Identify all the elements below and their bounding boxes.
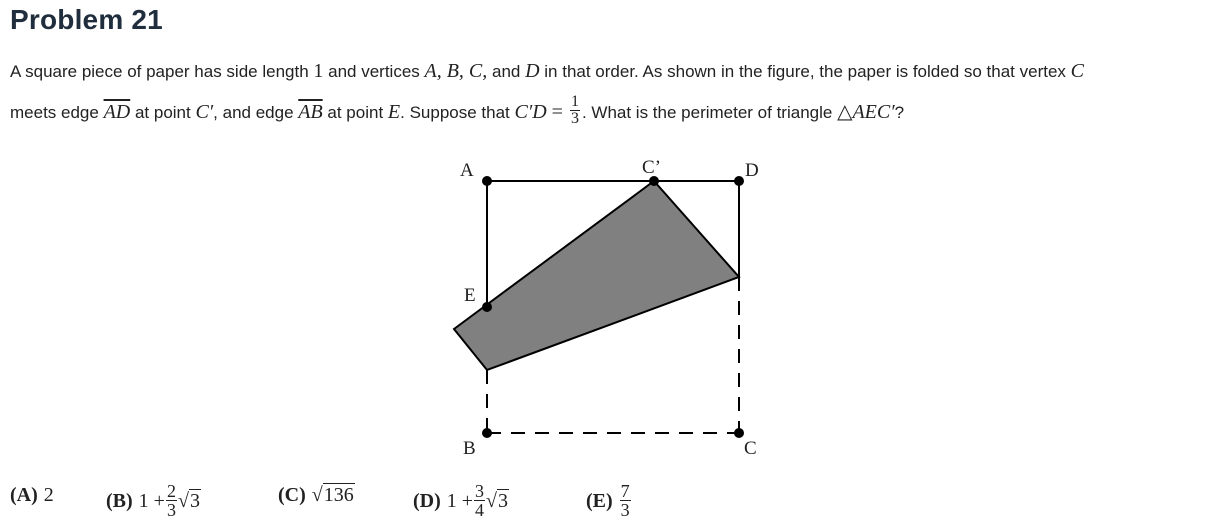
edge-ab: $\overline{AB}$ (298, 100, 323, 123)
choice-fraction (166, 482, 177, 519)
statement-text: A square piece of paper has side length (10, 62, 314, 81)
statement-text: ? (894, 102, 905, 122)
square-root: √136 (311, 484, 354, 506)
choice-label: (C) (278, 484, 306, 506)
label-b: B (463, 438, 476, 459)
choice-label: (B) (106, 490, 133, 513)
point-e: E (387, 100, 401, 123)
square-root: √3 (486, 490, 509, 513)
folded-flap (454, 181, 739, 370)
label-e: E (464, 285, 476, 306)
choice-prefix: 1 + (446, 490, 474, 513)
point-b-dot (482, 428, 492, 438)
choice-label: (E) (586, 490, 613, 513)
point-d-dot (734, 176, 744, 186)
triangle-aec-prime: △AEC′ (837, 100, 895, 123)
point-e-dot (482, 302, 492, 312)
choice-b[interactable] (106, 481, 201, 521)
fraction-denominator: 3 (166, 500, 176, 520)
choice-value: 2 (43, 484, 54, 506)
radicand: 136 (323, 484, 354, 506)
statement-text: , and edge (213, 102, 299, 122)
square-root: √3 (177, 490, 200, 513)
side-length: 1 (313, 60, 324, 82)
choice-fraction (474, 482, 485, 519)
vertex-d: D (525, 60, 540, 82)
equals-sign: = (546, 100, 568, 123)
fraction-numerator: 2 (166, 481, 176, 501)
statement-text: in that order. As shown in the figure, the paper is folded so that vertex (539, 62, 1071, 81)
radicand: 3 (189, 490, 200, 513)
length-c-prime-d: C′D (514, 100, 547, 123)
fraction-numerator: 7 (620, 481, 630, 501)
label-d: D (745, 160, 759, 181)
fraction-denominator: 4 (475, 500, 485, 520)
radicand: 3 (498, 490, 509, 513)
point-c-prime: C′ (195, 100, 214, 123)
statement-text: . What is the perimeter of triangle (581, 102, 838, 122)
choice-e[interactable] (586, 481, 632, 521)
statement-text: meets edge (10, 102, 104, 122)
fraction-denominator: 3 (570, 110, 579, 127)
choice-label: (A) (10, 484, 38, 506)
answer-choices (10, 470, 710, 522)
fraction-denominator: 3 (620, 500, 630, 520)
choice-a[interactable] (10, 484, 54, 507)
statement-text: and (487, 62, 526, 81)
fraction-numerator: 1 (570, 93, 579, 110)
statement-text: at point (130, 102, 196, 122)
label-c-prime: C’ (642, 157, 661, 178)
fraction-numerator: 3 (475, 481, 485, 501)
statement-text: at point (322, 102, 388, 122)
choice-prefix: 1 + (138, 490, 165, 513)
label-c: C (744, 438, 757, 459)
problem-title: Problem 21 (10, 4, 163, 35)
choice-label: (D) (413, 490, 441, 513)
point-a-dot (482, 176, 492, 186)
choice-fraction (620, 482, 631, 519)
vertex-list: A, B, C, (424, 60, 488, 82)
point-c-dot (734, 428, 744, 438)
label-a: A (460, 160, 474, 181)
statement-text: and vertices (323, 62, 425, 81)
choice-c[interactable] (278, 484, 355, 507)
statement-text: . Suppose that (400, 102, 515, 122)
edge-ad: $\overline{AD}$ (103, 100, 131, 123)
vertex-c: C (1070, 60, 1084, 82)
choice-d[interactable] (413, 481, 509, 521)
